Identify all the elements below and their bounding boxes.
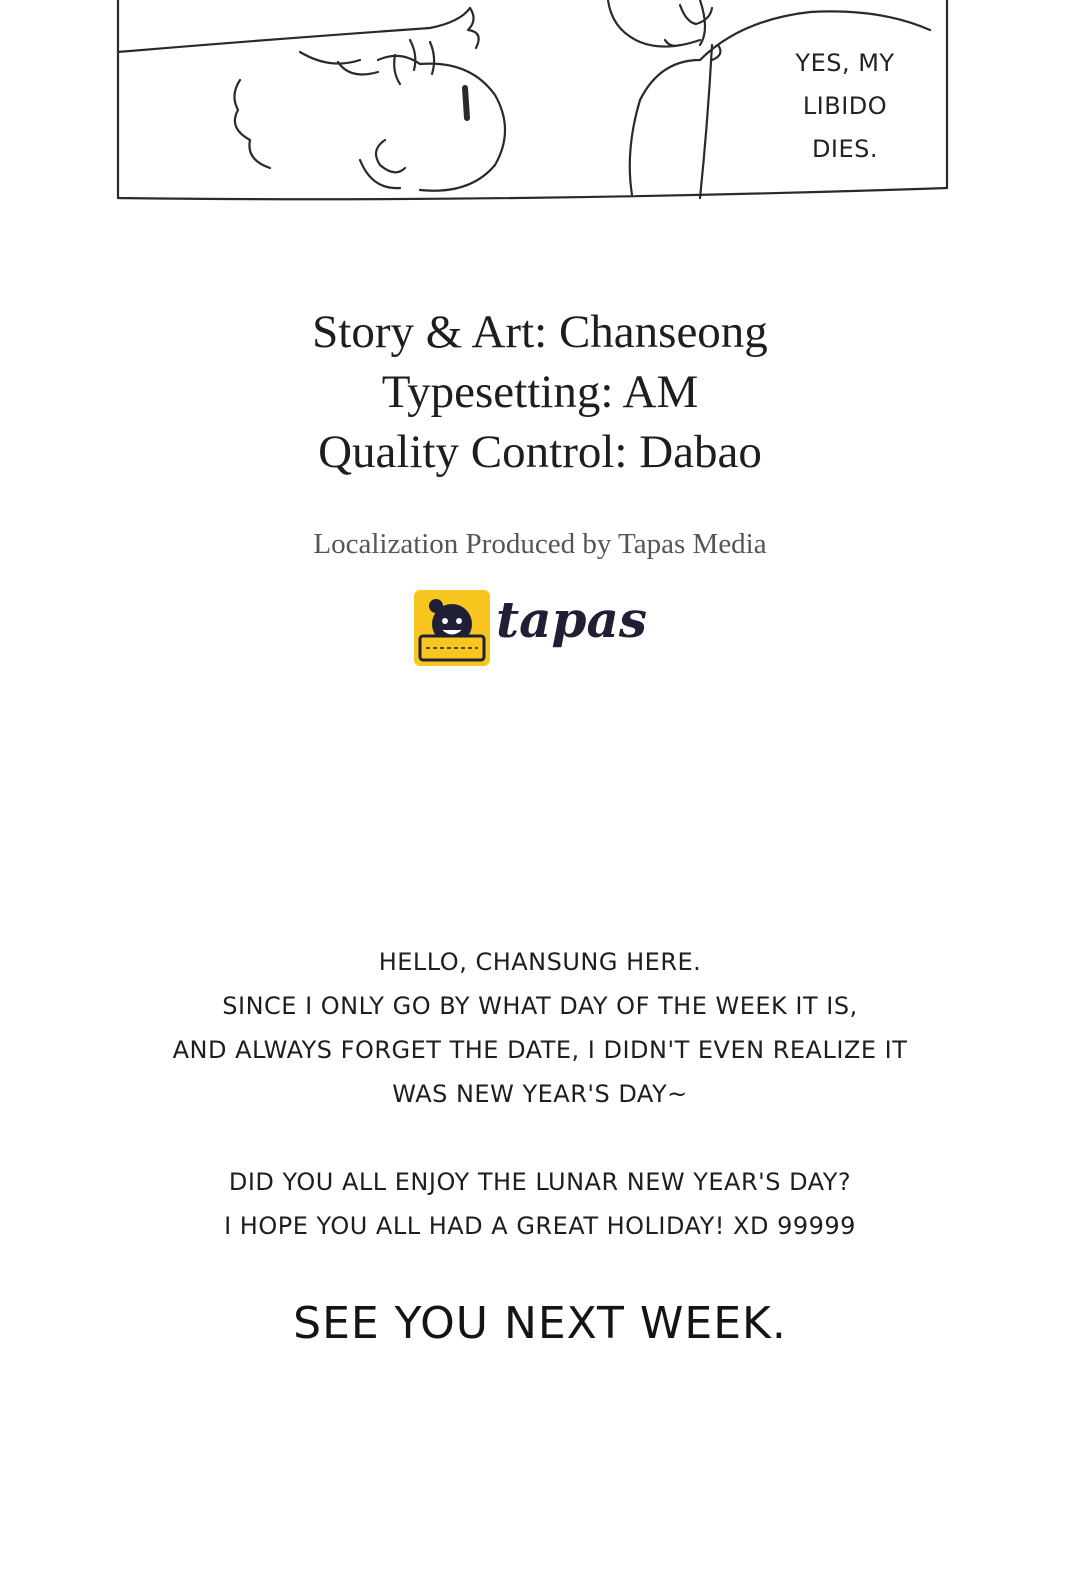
tapas-mascot-icon: [414, 590, 490, 666]
note-spacer: [0, 1116, 1080, 1160]
speech-line: YES, MY: [795, 49, 895, 77]
tapas-logo: [414, 590, 674, 666]
note-line: HELLO, CHANSUNG HERE.: [378, 948, 702, 976]
signoff-text: SEE YOU NEXT WEEK.: [293, 1298, 787, 1349]
speech-bubble: [760, 42, 930, 171]
credit-quality-control: Quality Control: Dabao: [318, 426, 762, 478]
localization-credit: Localization Produced by Tapas Media: [313, 528, 767, 560]
note-line: DID YOU ALL ENJOY THE LUNAR NEW YEAR'S DAY?: [228, 1168, 852, 1196]
note-line: AND ALWAYS FORGET THE DATE, I DIDN'T EVEN REALIZE IT: [172, 1036, 908, 1064]
comic-panel: [0, 0, 1080, 215]
note-line: I HOPE YOU ALL HAD A GREAT HOLIDAY! XD 99999: [224, 1212, 856, 1240]
note-line: WAS NEW YEAR'S DAY~: [392, 1080, 688, 1108]
credits-block: [0, 302, 1080, 482]
credit-story-art: Story & Art: Chanseong: [312, 306, 768, 358]
note-line: SINCE I ONLY GO BY WHAT DAY OF THE WEEK IT IS,: [222, 992, 858, 1020]
speech-line: LIBIDO: [802, 92, 888, 120]
credit-typesetting: Typesetting: AM: [381, 366, 699, 418]
tapas-wordmark: tapas: [496, 590, 648, 649]
speech-line: DIES.: [811, 135, 879, 163]
author-note: [0, 940, 1080, 1248]
